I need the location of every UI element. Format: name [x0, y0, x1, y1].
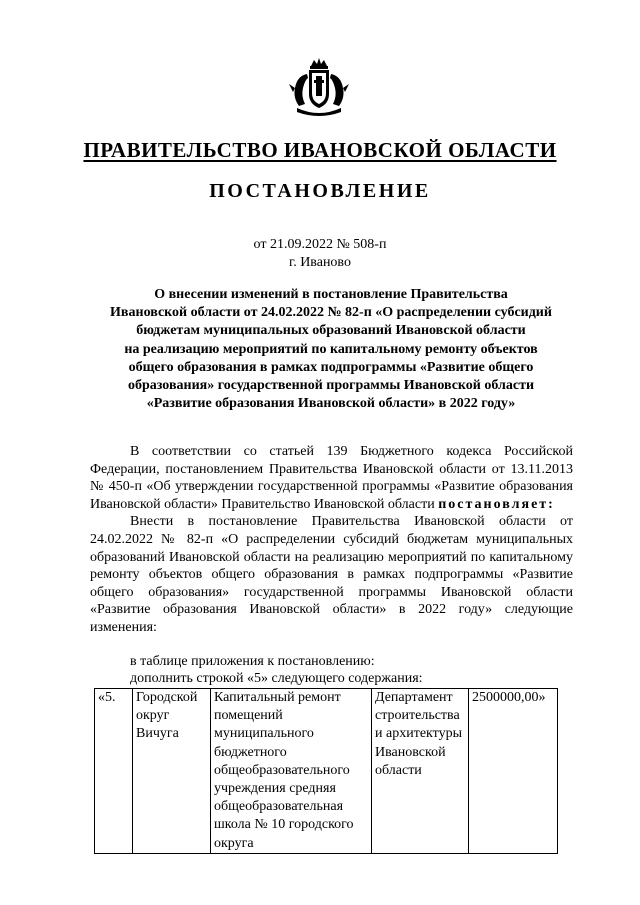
subject-line: О внесении изменений в постановление Правительства [154, 287, 508, 302]
cell-municipality: Городской округ Вичуга [133, 689, 211, 854]
cell-number: «5. [95, 689, 133, 854]
subject-line: Ивановской области от 24.02.2022 № 82-п «О распределении субсидий [110, 305, 552, 321]
city: г. Иваново [289, 255, 351, 270]
table-row [95, 689, 558, 854]
cell-event: Капитальный ремонт помещений муниципального бюджетного общеобразовательного учреждения средняя общеобразовательная школа № 10 городского округа [211, 689, 372, 854]
subject-line: бюджетам муниципальных образований Ивановской области [136, 323, 526, 339]
amendment-table [94, 688, 558, 854]
cell-amount: 2500000,00» [469, 689, 558, 854]
cell-department: Департамент строительства и архитектуры Ивановской области [372, 689, 469, 854]
body-text [90, 443, 573, 637]
resolves-word: постановляет: [438, 496, 555, 512]
subject-line: образования» государственной программы Ивановской области [127, 378, 535, 394]
subject-line: на реализацию мероприятий по капитальному ремонту объектов [124, 341, 538, 357]
document-subject [90, 286, 572, 413]
coat-of-arms-emblem [287, 58, 351, 118]
government-title: ПРАВИТЕЛЬСТВО ИВАНОВСКОЙ ОБЛАСТИ [83, 138, 557, 162]
date-number: от 21.09.2022 № 508-п [253, 237, 387, 252]
paragraph-amendment: Внести в постановление Правительства Ивановской области от 24.02.2022 № 82-п «О распределении субсидий бюджетам муниципальных образований Ивановской области на реализацию мероприятий по капитальному ремонту объектов общего образования в рамках подпрограммы «Развитие общего образования» государственной программы Ивановской области «Развитие образования Ивановской области» в 2022 году» следующие изменения: [90, 514, 573, 635]
paragraph-basis: В соответствии со статьей 139 Бюджетного кодекса Российской Федерации, постановлением Правительства Ивановской области от 13.11.2013 № 450-п «Об утверждении государственной программы «Развитие образования Ивановской области» Правительство Ивановской области постановляет: [90, 444, 573, 512]
instruction-add-row: дополнить строкой «5» следующего содержания: [130, 671, 423, 686]
document-type-title: ПОСТАНОВЛЕНИЕ [209, 180, 431, 202]
subject-line: «Развитие образования Ивановской области» в 2022 году» [146, 396, 516, 412]
instruction-table: в таблице приложения к постановлению: [130, 654, 375, 669]
document-meta [0, 236, 640, 272]
subject-line: общего образования в рамках подпрограммы «Развитие общего [128, 359, 534, 375]
